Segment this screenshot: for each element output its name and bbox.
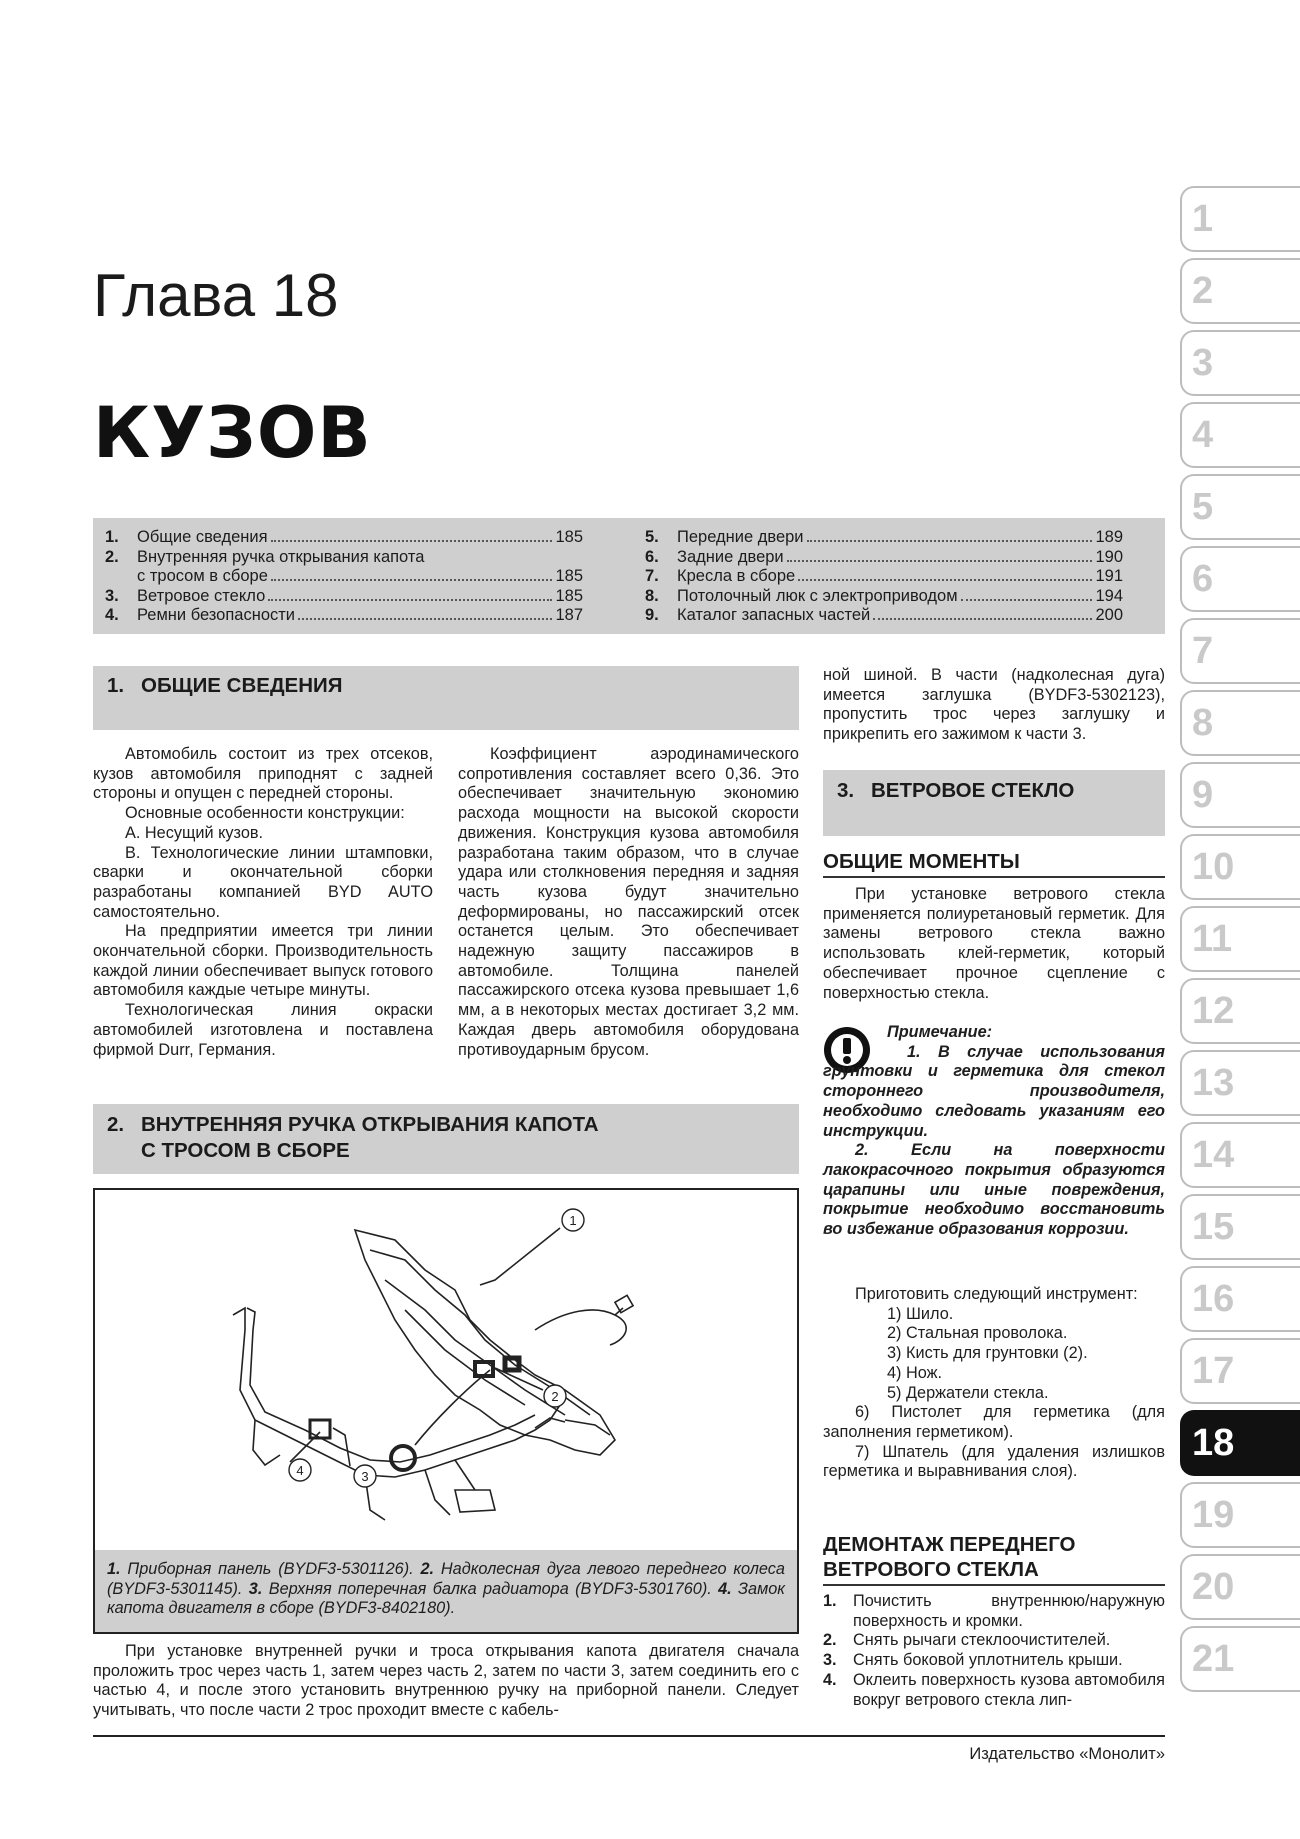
note-title: Примечание: [887, 1023, 993, 1041]
note-block [823, 1023, 1165, 1240]
toc-item-number: 2. [105, 547, 119, 566]
callout-label: 3 [361, 1469, 369, 1484]
step-number: 4. [823, 1670, 837, 1689]
chapter-tab-9[interactable]: 9 [1180, 762, 1300, 828]
toc-leader [787, 560, 1093, 562]
list-item: 7) Шпатель (для удаления излишков герметика и выравнивания слоя). [823, 1442, 1165, 1481]
chapter-tab-16[interactable]: 16 [1180, 1266, 1300, 1332]
toc-item-page: 185 [555, 528, 583, 546]
toc-left-column [105, 528, 583, 626]
chapter-tab-10[interactable]: 10 [1180, 834, 1300, 900]
list-item [823, 1631, 1165, 1651]
toc-item-text: с тросом в сборе [137, 567, 268, 585]
chapter-tab-13[interactable]: 13 [1180, 1050, 1300, 1116]
list-item: 6) Пистолет для герметика (для заполнения герметиком). [823, 1403, 1165, 1441]
toc-item-text: Задние двери [677, 547, 784, 566]
section-2-text [93, 1642, 799, 1721]
toc-item-text: Общие сведения [137, 528, 268, 546]
chapter-tab-7[interactable]: 7 [1180, 618, 1300, 684]
toc-leader [271, 540, 553, 542]
step-number: 1. [823, 1592, 837, 1610]
section-1-heading [93, 666, 799, 730]
figure-hood-cable [93, 1188, 799, 1634]
toc-item-number: 3. [105, 586, 119, 605]
list-item: 3) Кисть для грунтовки (2). [887, 1344, 1088, 1363]
paragraph: Основные особенности конструкции: [125, 804, 405, 823]
subheading-line: ВЕТРОВОГО СТЕКЛА [823, 1558, 1039, 1581]
toc-item-page: 190 [1095, 547, 1123, 566]
footer-divider [93, 1735, 1165, 1737]
chapter-tab-12[interactable]: 12 [1180, 978, 1300, 1044]
toc-item-text: Кресла в сборе [677, 567, 796, 585]
chapter-tab-2[interactable]: 2 [1180, 258, 1300, 324]
toc-item-text: Ветровое стекло [137, 586, 266, 605]
note-item: 1. В случае использования грунтовки и герметика для стекол стороннего производителя, необходимо следовать указаниям его инструкции. [823, 1042, 1165, 1140]
toc-leader [298, 618, 552, 620]
caption-number: 3. [248, 1579, 263, 1598]
toc-item-number: 6. [645, 547, 659, 566]
toc-right-column [645, 528, 1123, 626]
section-2-continuation [823, 666, 1165, 745]
step-text: Почистить внутреннюю/наружную поверхность и кромки. [853, 1592, 1165, 1630]
paragraph: А. Несущий кузов. [125, 823, 264, 842]
toc-item-page: 187 [555, 606, 583, 624]
step-text: Снять боковой уплотнитель крыши. [853, 1651, 1123, 1670]
toc-item-page: 191 [1095, 567, 1123, 585]
toc-leader [268, 599, 552, 601]
section-title-line: ВНУТРЕННЯЯ РУЧКА ОТКРЫВАНИЯ КАПОТА [141, 1113, 599, 1136]
list-item: 4) Нож. [887, 1363, 943, 1382]
toc-item[interactable] [645, 606, 1123, 626]
toc-item-number: 9. [645, 606, 659, 624]
toc-item-number: 5. [645, 528, 659, 546]
toc-item-page: 185 [555, 586, 583, 605]
toc-item-number: 7. [645, 567, 659, 585]
paragraph: При установке ветрового стекла применяется полиуретановый герметик. Для замены ветрового стекла важно использовать клей-герметик, который обеспечивает прочное сцепление с поверхностью стекла. [823, 885, 1165, 1002]
callout-label: 1 [569, 1213, 577, 1228]
toc-item-page: 185 [555, 567, 583, 585]
list-item: 1) Шило. [887, 1304, 954, 1323]
toc-item[interactable] [105, 528, 583, 548]
list-item: 2) Стальная проволока. [887, 1324, 1068, 1343]
chapter-tab-14[interactable]: 14 [1180, 1122, 1300, 1188]
list-item [823, 1671, 1165, 1710]
toc-item-continuation[interactable] [105, 567, 583, 587]
subheading-windshield-removal [823, 1532, 1165, 1586]
caption-number: 4. [718, 1579, 732, 1598]
list-item: 5) Держатели стекла. [887, 1383, 1049, 1402]
section-number: 1. [107, 674, 125, 697]
tools-list [823, 1285, 1165, 1482]
paragraph: Технологическая линия окраски автомобилей изготовлена и поставлена фирмой Durr, Германия. [93, 1001, 433, 1059]
toc-item-page: 200 [1095, 606, 1123, 624]
step-text: Снять рычаги стеклоочистителей. [853, 1631, 1111, 1650]
caption-text: Верхняя поперечная балка радиатора (BYDF3-5301760). [262, 1579, 719, 1598]
subheading-line: ДЕМОНТАЖ ПЕРЕДНЕГО [823, 1533, 1076, 1556]
table-of-contents [93, 518, 1165, 634]
paragraph: Коэффициент аэродинамического сопротивления составляет всего 0,36. Это обеспечивает значительную экономию расхода мощности на высокой скорости движения. Конструкция кузова автомобиля разработана таким образом, что в случае удара или столкновения передняя и задняя часть кузова будут значительно деформированы, но пассажирский отсек останется целым. Это обеспечивает надежную защиту пассажиров в автомобиле. Толщина панелей пассажирского отсека кузова превышает 1,6 мм, а в некоторых местах достигает 3,2 мм. Каждая дверь автомобиля оборудована противоударным брусом. [458, 745, 799, 1059]
toc-item-page: 194 [1095, 586, 1123, 605]
chapter-tab-21[interactable]: 21 [1180, 1626, 1300, 1692]
caption-text: Замок капота двигателя в сборе (BYDF3-8402180). [107, 1579, 785, 1618]
toc-item-text: Передние двери [677, 528, 804, 546]
subheading-general: ОБЩИЕ МОМЕНТЫ [823, 849, 1165, 878]
toc-item[interactable] [645, 548, 1123, 568]
toc-leader [961, 599, 1093, 601]
section-title: ВЕТРОВОЕ СТЕКЛО [871, 779, 1075, 802]
toc-item[interactable] [645, 587, 1123, 607]
chapter-tab-1[interactable]: 1 [1180, 186, 1300, 252]
toc-leader [873, 618, 1092, 620]
toc-item-number: 1. [105, 528, 119, 546]
callout-label: 2 [551, 1389, 559, 1404]
toc-leader [798, 579, 1092, 581]
section-title-line: С ТРОСОМ В СБОРЕ [141, 1139, 350, 1162]
chapter-tab-19[interactable]: 19 [1180, 1482, 1300, 1548]
paragraph: Автомобиль состоит из трех отсеков, кузов автомобиля приподнят с задней стороны и опущен с передней стороны. [93, 745, 433, 803]
chapter-tab-4[interactable]: 4 [1180, 402, 1300, 468]
toc-item[interactable] [105, 548, 583, 568]
removal-steps [823, 1592, 1165, 1710]
caption-number: 2. [420, 1560, 435, 1578]
figure-caption [95, 1550, 797, 1632]
chapter-label: Глава 18 [93, 262, 339, 329]
paragraph: При установке внутренней ручки и троса открывания капота двигателя сначала проложить трос через часть 1, затем через часть 2, затем по части 3, затем соединить его с частью 4, и после этого установить внутреннюю ручку на приборной панели. Следует учитывать, что после части 2 трос проходит вместе с кабель- [93, 1642, 799, 1720]
section-2-heading [93, 1104, 799, 1174]
publisher: Издательство «Монолит» [969, 1745, 1165, 1763]
note-item: 2. Если на поверхности лакокрасочного покрытия образуются царапины или иные повреждения, покрытие необходимо восстановить во избежание образования коррозии. [823, 1141, 1165, 1239]
toc-leader [271, 579, 553, 581]
caption-text: Надколесная дуга левого переднего колеса (BYDF3-5301145). [107, 1560, 785, 1598]
chapter-tab-6[interactable]: 6 [1180, 546, 1300, 612]
section-number: 3. [837, 779, 855, 802]
toc-item-text: Ремни безопасности [137, 606, 296, 624]
section-number: 2. [107, 1113, 125, 1136]
toc-item-page: 189 [1095, 528, 1123, 546]
paragraph: В. Технологические линии штамповки, сварки и окончательной сборки разработаны компанией BYD AUTO самостоятельно. [93, 843, 433, 921]
hood-cable-illustration [95, 1190, 797, 1550]
step-number: 3. [823, 1651, 837, 1670]
list-item [823, 1592, 1165, 1631]
toc-item-text: Внутренняя ручка открывания капота [137, 547, 425, 566]
section-1-column-2 [458, 745, 799, 1060]
section-title: ОБЩИЕ СВЕДЕНИЯ [141, 674, 343, 697]
toc-item-text: Каталог запасных частей [677, 606, 871, 624]
section-3-heading [823, 770, 1165, 836]
toc-leader [807, 540, 1093, 542]
toc-item-text: Потолочный люк с электроприводом [677, 586, 958, 605]
callout-label: 4 [296, 1463, 304, 1478]
toc-item-number: 8. [645, 586, 659, 605]
toc-item[interactable] [105, 606, 583, 626]
chapter-tab-3[interactable]: 3 [1180, 330, 1300, 396]
chapter-tab-15[interactable]: 15 [1180, 1194, 1300, 1260]
step-text: Оклеить поверхность кузова автомобиля вокруг ветрового стекла лип- [853, 1670, 1165, 1709]
chapter-tab-11[interactable]: 11 [1180, 906, 1300, 972]
step-number: 2. [823, 1631, 837, 1650]
chapter-tab-20[interactable]: 20 [1180, 1554, 1300, 1620]
chapter-tab-18[interactable]: 18 [1180, 1410, 1300, 1476]
section-1-column-1 [93, 745, 433, 1060]
toc-item[interactable] [105, 587, 583, 607]
chapter-tab-5[interactable]: 5 [1180, 474, 1300, 540]
chapter-tab-17[interactable]: 17 [1180, 1338, 1300, 1404]
paragraph: На предприятии имеется три линии окончательной сборки. Производительность каждой линии обеспечивает выпуск готового автомобиля каждые четыре минуты. [93, 922, 433, 1000]
paragraph: Приготовить следующий инструмент: [855, 1285, 1138, 1303]
caption-text: Приборная панель (BYDF3-5301126). [120, 1560, 421, 1578]
toc-item[interactable] [645, 528, 1123, 548]
chapter-title: КУЗОВ [93, 392, 372, 474]
section-3-general-text [823, 885, 1165, 1003]
toc-item[interactable] [645, 567, 1123, 587]
list-item [823, 1651, 1165, 1671]
toc-item-number: 4. [105, 606, 119, 624]
paragraph: ной шиной. В части (надколесная дуга) имеется заглушка (BYDF3-5302123), пропустить трос через заглушку и прикрепить его зажимом к части 3. [823, 666, 1165, 744]
chapter-tab-8[interactable]: 8 [1180, 690, 1300, 756]
caption-number: 1. [107, 1560, 121, 1578]
